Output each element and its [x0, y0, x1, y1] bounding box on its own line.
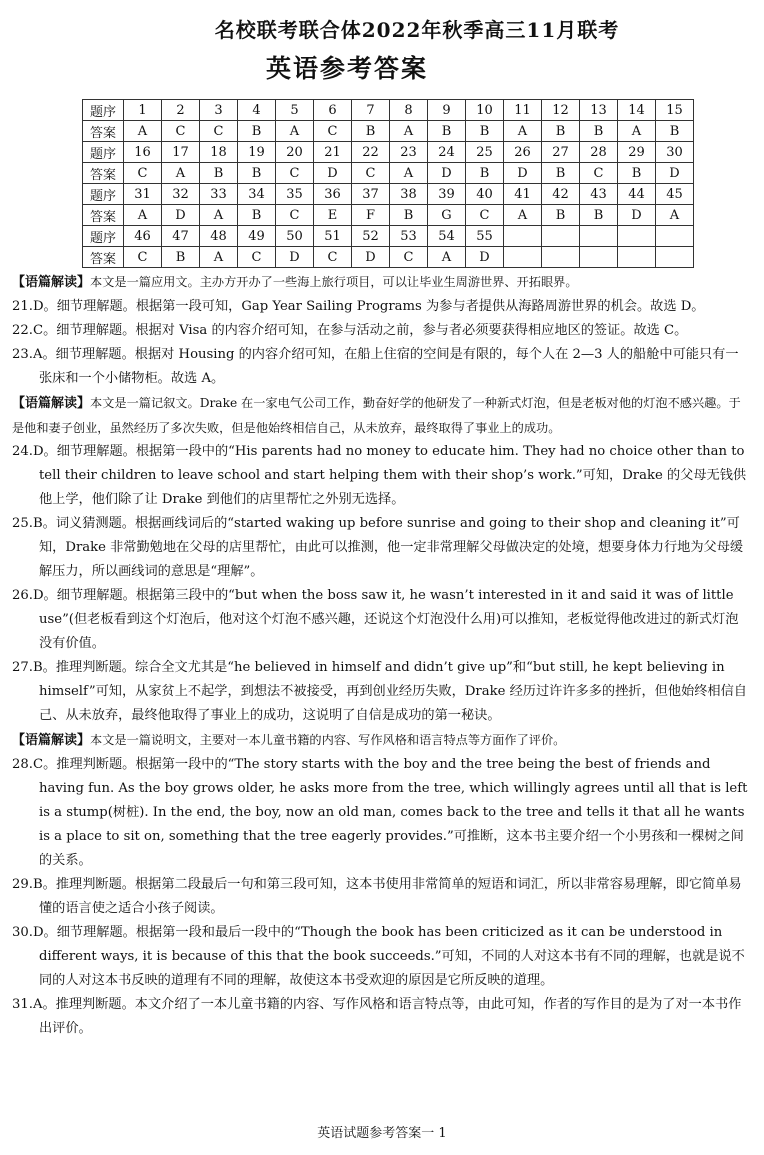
answer-cell: B [656, 121, 694, 142]
passage-analysis [12, 270, 750, 295]
question-number-cell: 44 [618, 184, 656, 205]
question-number-cell: 21 [314, 142, 352, 163]
answer-cell: B [390, 205, 428, 226]
answer-cell: A [390, 121, 428, 142]
analysis-text: 本文是一篇记叙文。Drake 在一家电气公司工作，勤奋好学的他研发了一种新式灯泡，但是老板对他的灯泡不感兴趣。于是他和妻子创业，虽然经历了多次失败，但是他始终相信自己，从未放弃，最终取得了事业上的成功。 [12, 396, 741, 435]
answer-cell: D [352, 247, 390, 268]
answer-cell: C [314, 247, 352, 268]
question-number-cell [504, 226, 542, 247]
question-number-cell: 22 [352, 142, 390, 163]
question-number-cell: 5 [276, 100, 314, 121]
answer-cell: B [580, 205, 618, 226]
answer-explanation: 29.B。推理判断题。根据第二段最后一句和第三段可知，这本书使用非常简单的短语和词汇，所以非常容易理解，即它简单易懂的语言使之适合小孩子阅读。 [12, 877, 742, 916]
answer-cell: C [314, 121, 352, 142]
answer-cell: D [466, 247, 504, 268]
answer-explanation: 25.B。词义猜测题。根据画线词后的“started waking up before sunrise and going to their shop and cleaning it”可知，Drake 非常勤勉地在父母的店里帮忙，由此可以推测，他一定非常理解父母做决定的处境，想要身体力行地为父母缓解压力，所以画线词的意思是“理解”。 [12, 516, 744, 579]
answer-explanation: 21.D。细节理解题。根据第一段可知，Gap Year Sailing Programs 为参与者提供从海路周游世界的机会。故选 D。 [12, 299, 705, 314]
answer-cell: D [428, 163, 466, 184]
answer-cell: D [276, 247, 314, 268]
question-number-cell: 41 [504, 184, 542, 205]
answer-cell: A [124, 121, 162, 142]
answer-cell: A [124, 205, 162, 226]
question-number-cell [580, 226, 618, 247]
answer-row [83, 205, 694, 226]
answer-cell: A [390, 163, 428, 184]
question-number-row [83, 226, 694, 247]
answer-cell: A [276, 121, 314, 142]
row-label: 答案 [83, 247, 124, 268]
question-number-cell: 37 [352, 184, 390, 205]
answer-cell [656, 247, 694, 268]
question-number-cell: 49 [238, 226, 276, 247]
page-header [0, 14, 764, 85]
passage-analysis [12, 391, 750, 440]
page-footer: 英语试题参考答案一 1 [317, 1126, 447, 1141]
question-number-cell: 8 [390, 100, 428, 121]
row-label: 题序 [83, 100, 124, 121]
question-number-row [83, 100, 694, 121]
answer-cell: A [656, 205, 694, 226]
question-number-cell: 45 [656, 184, 694, 205]
question-number-cell: 27 [542, 142, 580, 163]
question-number-cell: 51 [314, 226, 352, 247]
question-number-cell: 47 [162, 226, 200, 247]
question-number-cell: 35 [276, 184, 314, 205]
answer-cell: C [390, 247, 428, 268]
analysis-text: 本文是一篇说明文，主要对一本儿童书籍的内容、写作风格和语言特点等方面作了评价。 [90, 733, 566, 747]
question-number-cell: 26 [504, 142, 542, 163]
question-number-cell: 42 [542, 184, 580, 205]
answer-cell: B [466, 121, 504, 142]
question-number-cell: 32 [162, 184, 200, 205]
question-number-cell: 31 [124, 184, 162, 205]
answer-cell: E [314, 205, 352, 226]
answer-cell: B [162, 247, 200, 268]
question-number-row [83, 142, 694, 163]
answer-cell: A [162, 163, 200, 184]
question-number-cell: 6 [314, 100, 352, 121]
question-number-cell: 43 [580, 184, 618, 205]
answer-cell: A [618, 121, 656, 142]
row-label: 题序 [83, 226, 124, 247]
answer-cell [580, 247, 618, 268]
answer-cell: A [428, 247, 466, 268]
answer-cell: B [238, 205, 276, 226]
explanations [12, 270, 750, 1041]
answer-cell: D [162, 205, 200, 226]
analysis-tag: 【语篇解读】 [12, 396, 91, 411]
answer-explanation: 31.A。推理判断题。本文介绍了一本儿童书籍的内容、写作风格和语言特点等，由此可知，作者的写作目的是为了对一本书作出评价。 [12, 997, 742, 1036]
answer-cell: B [618, 163, 656, 184]
answer-cell: G [428, 205, 466, 226]
question-number-cell: 19 [238, 142, 276, 163]
answer-cell: C [124, 247, 162, 268]
answer-cell: D [618, 205, 656, 226]
answer-cell: B [200, 163, 238, 184]
answer-cell: A [504, 205, 542, 226]
answer-explanation: 28.C。推理判断题。根据第一段中的“The story starts with the boy and the tree being the best of friends and having fun. As the boy grows older, he asks more from the tree, which willingly agrees until all that is left is a stump(树桩). In the end, the boy, now an old man, comes back to the tree and tells it that all he wants is a place to sit on, something that the tree eagerly provides.”可推断，这本书主要介绍一个小男孩和一棵树之间的关系。 [12, 757, 748, 868]
analysis-text: 本文是一篇应用文。主办方开办了一些海上旅行项目，可以让毕业生周游世界、开拓眼界。 [90, 275, 578, 289]
answer-row [83, 247, 694, 268]
subject-title: 英语参考答案 [265, 54, 428, 83]
answer-cell: D [656, 163, 694, 184]
question-number-cell: 38 [390, 184, 428, 205]
question-number-cell: 4 [238, 100, 276, 121]
answer-cell: A [200, 205, 238, 226]
row-label: 答案 [83, 205, 124, 226]
passage-analysis [12, 728, 750, 753]
row-label: 答案 [83, 121, 124, 142]
question-number-cell: 34 [238, 184, 276, 205]
question-number-cell: 50 [276, 226, 314, 247]
question-number-cell: 16 [124, 142, 162, 163]
answer-explanation: 30.D。细节理解题。根据第一段和最后一段中的“Though the book has been criticized as it can be understood in different ways, it is because of this that the book succeeds.”可知，不同的人对这本书有不同的理解，也就是说不同的人对这本书反映的道理有不同的理解，故使这本书受欢迎的原因是它所反映的道理。 [12, 925, 745, 988]
answer-explanation: 24.D。细节理解题。根据第一段中的“His parents had no money to educate him. They had no choice other than to tell their children to leave school and start helping them with their shop’s work.”可知，Drake 的父母无钱供他上学，他们除了让 Drake 到他们的店里帮忙之外别无选择。 [12, 444, 747, 507]
answer-cell: C [580, 163, 618, 184]
question-number-cell: 2 [162, 100, 200, 121]
answer-cell: A [200, 247, 238, 268]
exam-title: 名校联考联合体2022年秋季高三11月联考 [214, 18, 620, 42]
answer-explanation: 23.A。细节理解题。根据对 Housing 的内容介绍可知，在船上住宿的空间是有限的，每个人在 2—3 人的船舱中可能只有一张床和一个小储物柜。故选 A。 [12, 347, 739, 386]
answer-cell: F [352, 205, 390, 226]
answer-cell: C [276, 205, 314, 226]
question-number-cell: 33 [200, 184, 238, 205]
question-number-cell: 1 [124, 100, 162, 121]
answer-cell: B [428, 121, 466, 142]
question-number-cell [618, 226, 656, 247]
answer-cell: C [238, 247, 276, 268]
answer-table [82, 99, 694, 268]
answer-cell: C [352, 163, 390, 184]
answer-cell: B [352, 121, 390, 142]
answer-cell: B [238, 163, 276, 184]
question-number-cell: 23 [390, 142, 428, 163]
answer-cell: B [542, 205, 580, 226]
question-number-cell: 9 [428, 100, 466, 121]
answer-cell: D [314, 163, 352, 184]
answer-cell: B [238, 121, 276, 142]
question-number-cell: 14 [618, 100, 656, 121]
question-number-cell: 40 [466, 184, 504, 205]
question-number-cell: 18 [200, 142, 238, 163]
question-number-cell: 29 [618, 142, 656, 163]
question-number-cell [542, 226, 580, 247]
answer-cell: D [504, 163, 542, 184]
analysis-tag: 【语篇解读】 [12, 275, 91, 290]
question-number-cell: 11 [504, 100, 542, 121]
question-number-cell: 55 [466, 226, 504, 247]
answer-cell: C [276, 163, 314, 184]
analysis-tag: 【语篇解读】 [12, 733, 91, 748]
question-number-cell: 53 [390, 226, 428, 247]
question-number-cell: 15 [656, 100, 694, 121]
answer-cell [504, 247, 542, 268]
question-number-cell: 54 [428, 226, 466, 247]
question-number-cell: 30 [656, 142, 694, 163]
question-number-row [83, 184, 694, 205]
row-label: 题序 [83, 142, 124, 163]
question-number-cell: 46 [124, 226, 162, 247]
answer-cell: B [542, 121, 580, 142]
answer-explanation: 22.C。细节理解题。根据对 Visa 的内容介绍可知，在参与活动之前，参与者必须要获得相应地区的签证。故选 C。 [12, 323, 688, 338]
question-number-cell: 28 [580, 142, 618, 163]
answer-row [83, 121, 694, 142]
question-number-cell: 20 [276, 142, 314, 163]
question-number-cell: 17 [162, 142, 200, 163]
answer-cell: C [200, 121, 238, 142]
question-number-cell: 39 [428, 184, 466, 205]
question-number-cell: 13 [580, 100, 618, 121]
row-label: 答案 [83, 163, 124, 184]
question-number-cell: 48 [200, 226, 238, 247]
answer-cell [542, 247, 580, 268]
question-number-cell: 25 [466, 142, 504, 163]
answer-explanation: 26.D。细节理解题。根据第三段中的“but when the boss saw it, he wasn’t interested in it and said it was of little use”(但老板看到这个灯泡后，他对这个灯泡不感兴趣，还说这个灯泡没什么用)可以推知，老板觉得他改进过的新式灯泡没有价值。 [12, 588, 739, 651]
answer-explanation: 27.B。推理判断题。综合全文尤其是“he believed in himself and didn’t give up”和“but still, he kept believing in himself”可知，从家贫上不起学，到想法不被接受，再到创业经历失败，Drake 经历过许许多多的挫折，但他始终相信自己、从未放弃，最终他取得了事业上的成功，这说明了自信是成功的第一秘诀。 [12, 660, 747, 723]
answer-cell: B [542, 163, 580, 184]
answer-cell [618, 247, 656, 268]
answer-cell: C [466, 205, 504, 226]
question-number-cell: 52 [352, 226, 390, 247]
answer-row [83, 163, 694, 184]
answer-cell: B [580, 121, 618, 142]
question-number-cell: 7 [352, 100, 390, 121]
question-number-cell: 12 [542, 100, 580, 121]
question-number-cell: 3 [200, 100, 238, 121]
answer-cell: C [124, 163, 162, 184]
question-number-cell: 24 [428, 142, 466, 163]
question-number-cell: 10 [466, 100, 504, 121]
question-number-cell [656, 226, 694, 247]
row-label: 题序 [83, 184, 124, 205]
question-number-cell: 36 [314, 184, 352, 205]
answer-cell: C [162, 121, 200, 142]
answer-cell: A [504, 121, 542, 142]
answer-cell: B [466, 163, 504, 184]
